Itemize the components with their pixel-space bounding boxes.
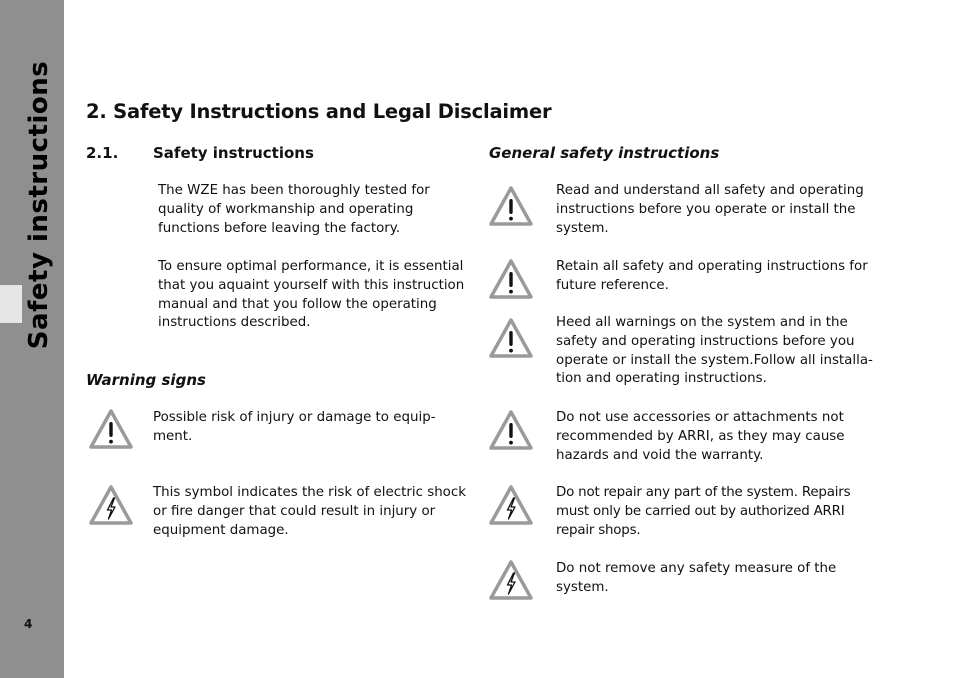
general-item-text-1: Read and understand all safety and operating instructions before you operate or install the system.	[556, 183, 864, 236]
general-item-text-2: Retain all safety and operating instructions for future reference.	[556, 259, 868, 293]
sidebar-section-title: Safety instructions	[24, 60, 54, 350]
exclamation-triangle-icon	[488, 409, 534, 451]
exclamation-triangle-icon	[488, 185, 534, 227]
general-item-text-5: Do not repair any part of the system. Repairs must only be carried out by authorized ARRI repair shops.	[556, 485, 851, 538]
warning-sign-text-1: Possible risk of injury or damage to equip-ment.	[153, 410, 436, 444]
section-title: Safety instructions	[153, 144, 314, 162]
exclamation-triangle-icon	[88, 408, 134, 450]
exclamation-triangle-icon	[488, 317, 534, 359]
exclamation-triangle-icon	[488, 258, 534, 300]
intro-paragraph-1: The WZE has been thoroughly tested for quality of workmanship and operating functions before leaving the factory.	[158, 183, 430, 236]
sidebar	[0, 0, 64, 678]
lightning-triangle-icon	[88, 484, 134, 526]
lightning-triangle-icon	[488, 559, 534, 601]
lightning-triangle-icon	[488, 484, 534, 526]
warning-sign-text-2: This symbol indicates the risk of electric shock or fire danger that could result in injury or equipment damage.	[153, 485, 466, 538]
page-title: 2. Safety Instructions and Legal Disclaimer	[86, 100, 552, 123]
page-number: 4	[24, 617, 33, 631]
general-safety-title: General safety instructions	[489, 144, 720, 162]
sidebar-tab-marker	[0, 285, 22, 323]
section-number: 2.1.	[86, 144, 119, 162]
intro-paragraph-2: To ensure optimal performance, it is essential that you aquaint yourself with this instruction manual and that you follow the operating instructions described.	[158, 259, 465, 331]
general-item-text-4: Do not use accessories or attachments not recommended by ARRI, as they may cause hazards and void the warranty.	[556, 410, 845, 463]
general-item-text-6: Do not remove any safety measure of the system.	[556, 561, 837, 595]
general-item-text-3: Heed all warnings on the system and in the safety and operating instructions before you operate or install the system.Follow all installa-tion and operating instructions.	[556, 315, 873, 387]
warning-signs-title: Warning signs	[86, 371, 206, 389]
